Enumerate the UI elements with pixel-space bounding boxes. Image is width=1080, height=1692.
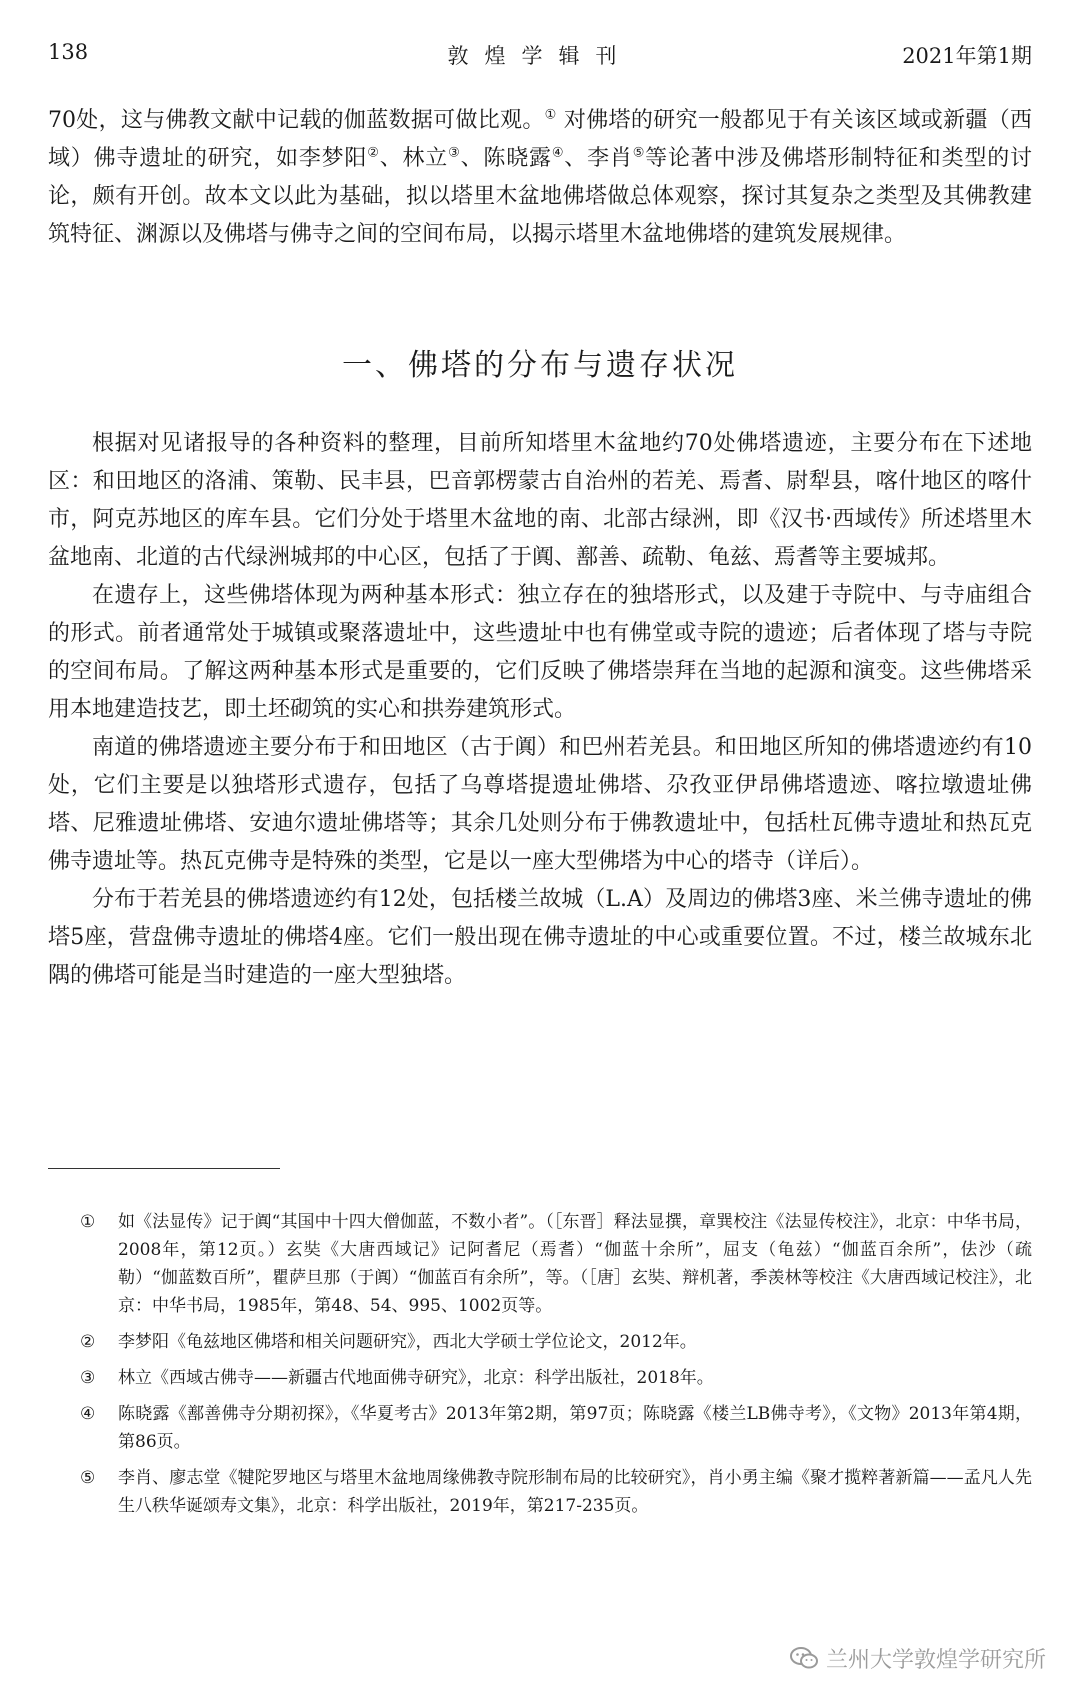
footnote-item [48, 1364, 1032, 1392]
footnote-ref-5[interactable]: ⑤ [632, 145, 646, 161]
footnote-text: 林立《西域古佛寺——新疆古代地面佛寺研究》，北京：科学出版社，2018年。 [118, 1368, 714, 1388]
footnote-text: 李肖、廖志堂《犍陀罗地区与塔里木盆地周缘佛教寺院形制布局的比较研究》，肖小勇主编《聚才揽粹著新篇——孟凡人先生八秩华诞颂寿文集》，北京：科学出版社，2019年，第217-235页。 [118, 1468, 1032, 1516]
intro-text: 对佛塔的研究一般都见于有关该区域或新疆（西域）佛寺遗址的研究，如李梦阳 [48, 108, 1033, 171]
body-paragraph: 根据对见诸报导的各种资料的整理，目前所知塔里木盆地约70处佛塔遗迹，主要分布在下述地区：和田地区的洛浦、策勒、民丰县，巴音郭楞蒙古自治州的若羌、焉耆、尉犁县，喀什地区的喀什市，阿克苏地区的库车县。它们分处于塔里木盆地的南、北部古绿洲，即《汉书·西域传》所述塔里木盆地南、北道的古代绿洲城邦的中心区，包括了于阗、鄯善、疏勒、龟兹、焉耆等主要城邦。 [48, 431, 1032, 570]
body-paragraph: 在遗存上，这些佛塔体现为两种基本形式：独立存在的独塔形式，以及建于寺院中、与寺庙组合的形式。前者通常处于城镇或聚落遗址中，这些遗址中也有佛堂或寺院的遗迹；后者体现了塔与寺院的空间布局。了解这两种基本形式是重要的，它们反映了佛塔崇拜在当地的起源和演变。这些佛塔采用本地建造技艺，即土坯砌筑的实心和拱券建筑形式。 [48, 583, 1032, 722]
body-paragraph: 分布于若羌县的佛塔遗迹约有12处，包括楼兰故城（L.A）及周边的佛塔3座、米兰佛寺遗址的佛塔5座，营盘佛寺遗址的佛塔4座。它们一般出现在佛寺遗址的中心或重要位置。不过，楼兰故城东北隅的佛塔可能是当时建造的一座大型独塔。 [48, 887, 1033, 988]
watermark-text: 兰州大学敦煌学研究所 [825, 1647, 1046, 1673]
footnotes [48, 1208, 1032, 1528]
footnote-number: ④ [80, 1404, 96, 1424]
wechat-icon [790, 1646, 818, 1670]
footnote-item [48, 1208, 1032, 1320]
section-heading: 一、佛塔的分布与遗存状况 [342, 348, 738, 383]
journal-title: 敦煌学辑刊 [447, 44, 633, 68]
footnote-text: 如《法显传》记于阗“其国中十四大僧伽蓝，不数小者”。（［东晋］释法显撰，章巽校注《法显传校注》，北京：中华书局，2008年，第12页。）玄奘《大唐西域记》记阿耆尼（焉耆）“伽蓝十余所”，屈支（龟兹）“伽蓝百余所”，佉沙（疏勒）“伽蓝数百所”，瞿萨旦那（于阗）“伽蓝百有余所”，等。（［唐］玄奘、辩机著，季羡林等校注《大唐西域记校注》，北京：中华书局，1985年，第48、54、995、1002页等。 [118, 1212, 1032, 1316]
watermark [790, 1640, 1046, 1676]
intro-text: 、林立 [379, 146, 449, 171]
issue-label: 2021年第1期 [902, 44, 1032, 68]
intro-text: 、陈晓露 [460, 146, 552, 171]
page-number: 138 [48, 40, 89, 64]
footnote-ref-3[interactable]: ③ [448, 145, 461, 161]
main-body [48, 425, 1032, 995]
footnote-text: 陈晓露《鄯善佛寺分期初探》，《华夏考古》2013年第2期，第97页；陈晓露《楼兰LB佛寺考》，《文物》2013年第4期，第86页。 [118, 1404, 1032, 1452]
footnote-item [48, 1328, 1032, 1356]
footnote-ref-4[interactable]: ④ [551, 145, 565, 161]
intro-text: 、李肖 [564, 146, 633, 171]
footnote-item [48, 1464, 1032, 1520]
footnote-number: ⑤ [80, 1468, 96, 1488]
intro-paragraph [48, 102, 1032, 254]
footnote-item [48, 1400, 1032, 1456]
intro-text: 70处，这与佛教文献中记载的伽蓝数据可做比观。 [48, 108, 545, 133]
footnote-ref-2[interactable]: ② [367, 145, 380, 161]
footnote-number: ③ [80, 1368, 96, 1388]
intro-text: 等论著中涉及佛塔形制特征和类型的讨论，颇有开创。故本文以此为基础，拟以塔里木盆地佛塔做总体观察，探讨其复杂之类型及其佛教建筑特征、渊源以及佛塔与佛寺之间的空间布局，以揭示塔里木盆地佛塔的建筑发展规律。 [48, 146, 1033, 247]
footnote-divider [48, 1168, 280, 1169]
footnote-text: 李梦阳《龟兹地区佛塔和相关问题研究》，西北大学硕士学位论文，2012年。 [118, 1332, 697, 1352]
footnote-number: ① [80, 1212, 96, 1232]
body-paragraph: 南道的佛塔遗迹主要分布于和田地区（古于阗）和巴州若羌县。和田地区所知的佛塔遗迹约有10处，它们主要是以独塔形式遗存，包括了乌尊塔提遗址佛塔、尕孜亚伊昂佛塔遗迹、喀拉墩遗址佛塔、尼雅遗址佛塔、安迪尔遗址佛塔等；其余几处则分布于佛教遗址中，包括杜瓦佛寺遗址和热瓦克佛寺遗址等。热瓦克佛寺是特殊的类型，它是以一座大型佛塔为中心的塔寺（详后）。 [48, 735, 1032, 874]
footnote-number: ② [80, 1332, 96, 1352]
footnote-ref-1[interactable]: ① [544, 107, 557, 123]
running-header [48, 40, 1032, 80]
